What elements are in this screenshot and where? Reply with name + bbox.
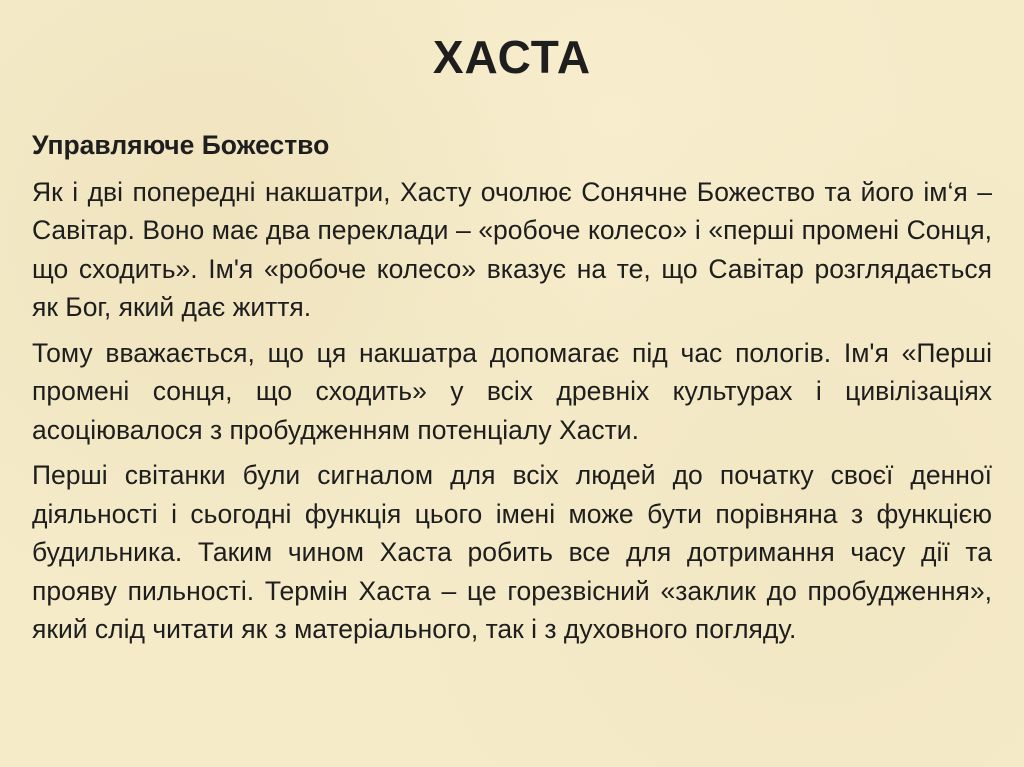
slide-content: [32, 126, 992, 656]
subheading: Управляюче Божество: [32, 130, 330, 160]
paragraph-3: Перші світанки були сигналом для всіх людей до початку своєї денної діяльності і сьогодні функція цього імені може бути порівняна з функцією будильника. Таким чином Хаста робить все для дотримання часу дії та прояву пильності. Термін Хаста – це горезвісний «заклик до пробудження», який слід читати як з матеріального, так і з духовного погляду.: [32, 460, 992, 644]
paragraph-1: Як і дві попередні накшатри, Хасту очолює Сонячне Божество та його ім‘я – Савітар. Воно має два переклади – «робоче колесо» і «перші промені Сонця, що сходить». Ім'я «робоче колесо» вказує на те, що Савітар розглядається як Бог, який дає життя.: [32, 176, 992, 322]
paragraph-2: Тому вважається, що ця накшатра допомагає під час пологів. Ім'я «Перші промені сонця, що сходить» у всіх древніх культурах і цивілізаціях асоціювалося з пробудженням потенціалу Хасти.: [32, 337, 992, 445]
slide-title: ХАСТА: [432, 31, 592, 83]
